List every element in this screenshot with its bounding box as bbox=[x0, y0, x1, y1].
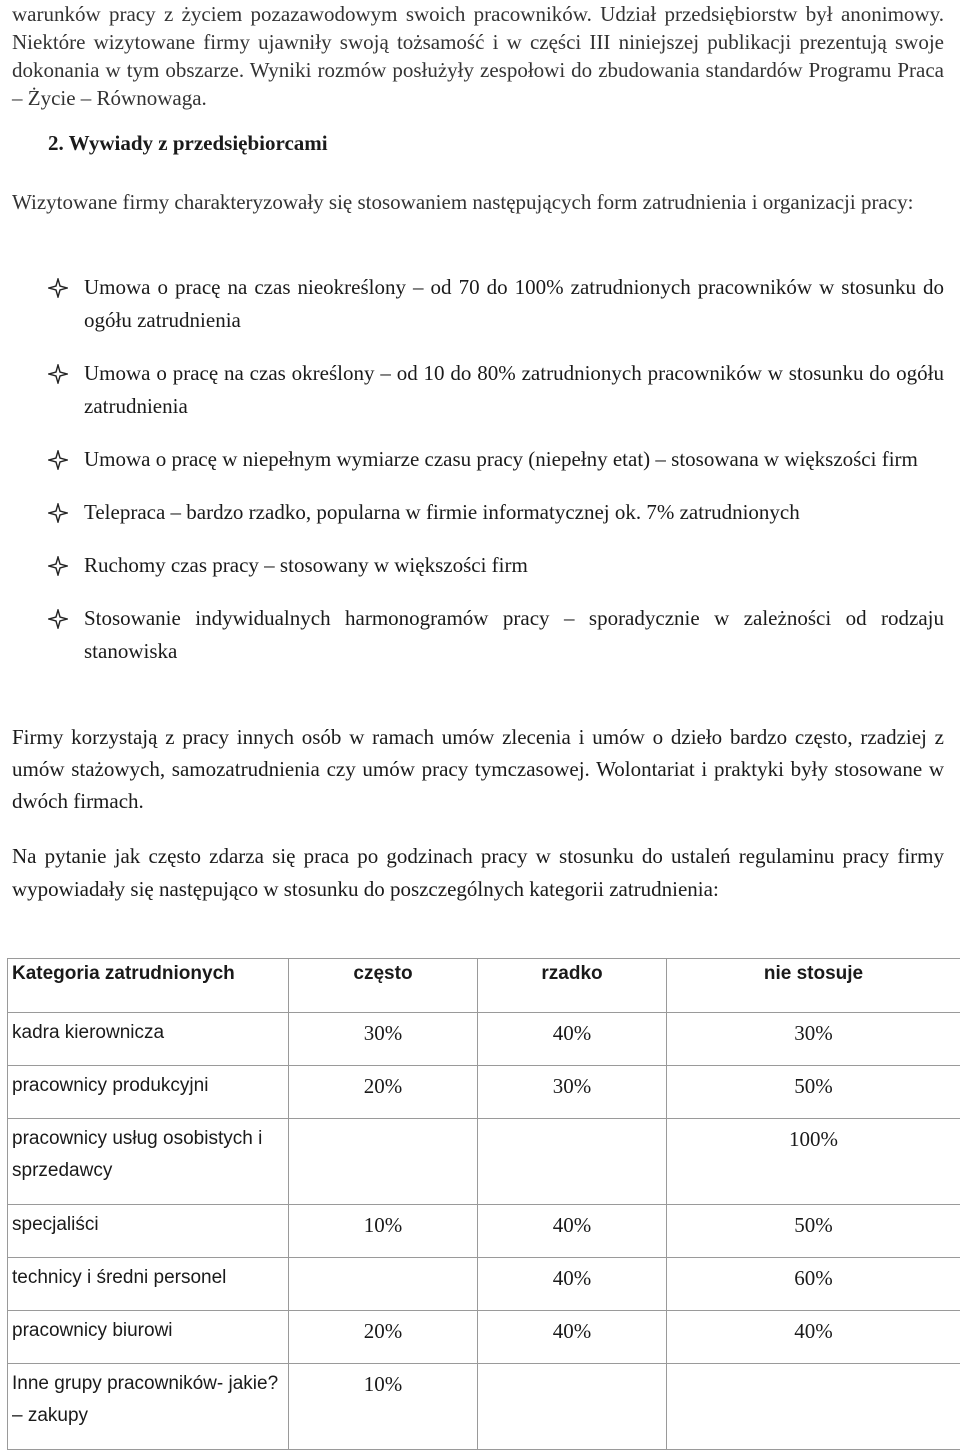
diamond-bullet-icon bbox=[48, 364, 68, 384]
cell-never: 50% bbox=[667, 1205, 960, 1258]
list-item-text: Umowa o pracę w niepełnym wymiarze czasu pracy (niepełny etat) – stosowana w większości firm bbox=[84, 447, 918, 471]
cell-rarely: 40% bbox=[478, 1205, 667, 1258]
overtime-table bbox=[7, 958, 960, 1450]
diamond-bullet-icon bbox=[48, 503, 68, 523]
table-row bbox=[8, 1066, 960, 1119]
list-item bbox=[48, 549, 944, 582]
intro-paragraph: warunków pracy z życiem pozazawodowym swoich pracowników. Udział przedsiębiorstw był anonimowy. Niektóre wizytowane firmy ujawniły swoją tożsamość i w części III niniejszej publikacji prezentują swoje dokonania w tym obszarze. Wyniki rozmów posłużyły zespołowi do zbudowania standardów Programu Praca – Życie – Równowaga. bbox=[12, 2, 944, 110]
cell-category: pracownicy usług osobistych i sprzedawcy bbox=[8, 1119, 289, 1205]
cell-never: 30% bbox=[667, 1013, 960, 1066]
column-header-category: Kategoria zatrudnionych bbox=[8, 959, 289, 1013]
diamond-bullet-icon bbox=[48, 609, 68, 629]
table-row bbox=[8, 1205, 960, 1258]
diamond-bullet-icon bbox=[48, 278, 68, 298]
cell-category: Inne grupy pracowników- jakie? – zakupy bbox=[8, 1364, 289, 1450]
list-item bbox=[48, 357, 944, 423]
cell-category: technicy i średni personel bbox=[8, 1258, 289, 1311]
cell-often bbox=[289, 1119, 478, 1205]
column-header-never: nie stosuje bbox=[667, 959, 960, 1013]
column-header-often: często bbox=[289, 959, 478, 1013]
diamond-bullet-icon bbox=[48, 556, 68, 576]
overtime-question-paragraph: Na pytanie jak często zdarza się praca po godzinach pracy w stosunku do ustaleń regulaminu pracy firmy wypowiadały się następująco w stosunku do poszczególnych kategorii zatrudnienia: bbox=[12, 844, 944, 901]
diamond-bullet-icon bbox=[48, 450, 68, 470]
cell-often: 10% bbox=[289, 1364, 478, 1450]
cell-category: pracownicy produkcyjni bbox=[8, 1066, 289, 1119]
cell-often bbox=[289, 1258, 478, 1311]
section-heading: 2. Wywiady z przedsiębiorcami bbox=[48, 131, 328, 155]
table-row bbox=[8, 1119, 960, 1205]
table-row bbox=[8, 1258, 960, 1311]
cell-category: kadra kierownicza bbox=[8, 1013, 289, 1066]
cell-never bbox=[667, 1364, 960, 1450]
list-item bbox=[48, 602, 944, 668]
list-item bbox=[48, 443, 944, 476]
list-item bbox=[48, 496, 944, 529]
cell-category: pracownicy biurowi bbox=[8, 1311, 289, 1364]
cell-never: 100% bbox=[667, 1119, 960, 1205]
column-header-rarely: rzadko bbox=[478, 959, 667, 1013]
employment-forms-list bbox=[48, 271, 944, 668]
cell-never: 40% bbox=[667, 1311, 960, 1364]
list-item-text: Umowa o pracę na czas określony – od 10 do 80% zatrudnionych pracowników w stosunku do ogółu zatrudnienia bbox=[84, 361, 944, 418]
cell-never: 50% bbox=[667, 1066, 960, 1119]
cell-rarely: 40% bbox=[478, 1311, 667, 1364]
section-lead-paragraph: Wizytowane firmy charakteryzowały się stosowaniem następujących form zatrudnienia i organizacji pracy: bbox=[12, 190, 914, 214]
list-item-text: Ruchomy czas pracy – stosowany w większości firm bbox=[84, 553, 528, 577]
cell-rarely: 30% bbox=[478, 1066, 667, 1119]
list-item-text: Stosowanie indywidualnych harmonogramów pracy – sporadycznie w zależności od rodzaju stanowiska bbox=[84, 606, 944, 663]
list-item-text: Umowa o pracę na czas nieokreślony – od 70 do 100% zatrudnionych pracowników w stosunku do ogółu zatrudnienia bbox=[84, 275, 944, 332]
table-header-row bbox=[8, 959, 960, 1013]
cell-rarely: 40% bbox=[478, 1013, 667, 1066]
cell-often: 20% bbox=[289, 1066, 478, 1119]
cell-often: 20% bbox=[289, 1311, 478, 1364]
list-item bbox=[48, 271, 944, 337]
cell-often: 30% bbox=[289, 1013, 478, 1066]
table-row bbox=[8, 1364, 960, 1450]
cell-rarely: 40% bbox=[478, 1258, 667, 1311]
cell-category: specjaliści bbox=[8, 1205, 289, 1258]
cell-never: 60% bbox=[667, 1258, 960, 1311]
cell-often: 10% bbox=[289, 1205, 478, 1258]
list-item-text: Telepraca – bardzo rzadko, popularna w firmie informatycznej ok. 7% zatrudnionych bbox=[84, 500, 800, 524]
cell-rarely bbox=[478, 1119, 667, 1205]
table-row bbox=[8, 1311, 960, 1364]
contracts-paragraph: Firmy korzystają z pracy innych osób w ramach umów zlecenia i umów o dzieło bardzo często, rzadziej z umów stażowych, samozatrudnienia czy umów pracy tymczasowej. Wolontariat i praktyki były stosowane w dwóch firmach. bbox=[12, 725, 944, 813]
cell-rarely bbox=[478, 1364, 667, 1450]
table-row bbox=[8, 1013, 960, 1066]
